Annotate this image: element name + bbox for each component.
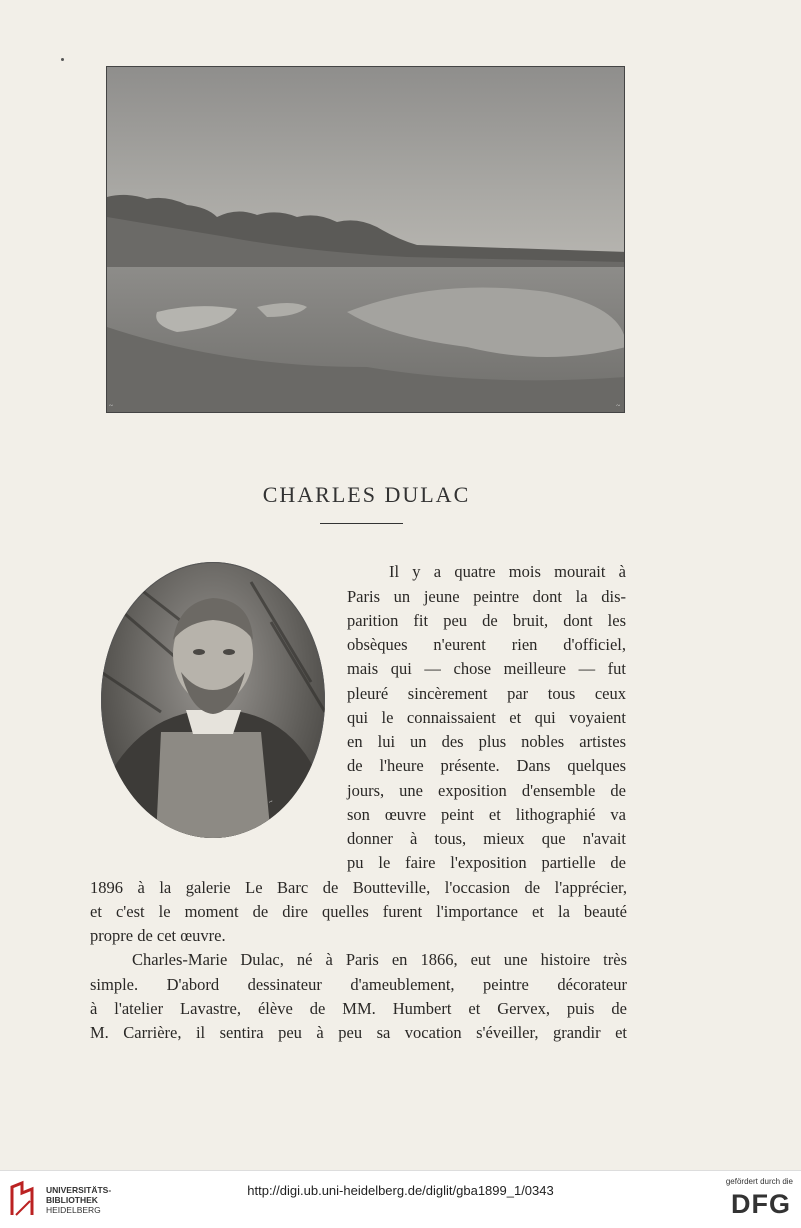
portrait-illustration <box>101 562 325 838</box>
portrait-signature-mark: ~ <box>267 797 275 807</box>
text-line: qui le connaissaient et qui voyaient <box>347 708 626 727</box>
article-title: CHARLES DULAC <box>262 481 471 507</box>
footer-bar <box>0 1170 801 1228</box>
text-line: pleuré sincèrement par tous ceux <box>347 684 626 703</box>
plate-signature-mark: ~ <box>109 402 113 410</box>
plate-signature-mark: ~ <box>616 402 620 410</box>
text-line: jours, une exposition d'ensemble de <box>347 781 626 800</box>
title-rule <box>320 523 403 524</box>
text-line: en lui un des plus nobles artistes <box>347 732 626 751</box>
text-line: mais qui — chose meilleure — fut <box>347 659 626 678</box>
text-line: à l'atelier Lavastre, élève de MM. Humbert et Gervex, puis de <box>90 999 627 1018</box>
library-line: UNIVERSITÄTS- <box>46 1185 112 1195</box>
text-line: M. Carrière, il sentira peu à peu sa vocation s'éveiller, grandir et <box>90 1023 627 1042</box>
text-line: et c'est le moment de dire quelles furent l'importance et la beauté <box>90 902 627 921</box>
permalink-url[interactable]: http://digi.ub.uni-heidelberg.de/diglit/gba1899_1/0343 <box>247 1183 554 1198</box>
library-line: HEIDELBERG <box>46 1205 101 1215</box>
text-line: donner à tous, mieux que n'avait <box>347 829 626 848</box>
library-line: BIBLIOTHEK <box>46 1195 98 1205</box>
text-line: 1896 à la galerie Le Barc de Boutteville, l'occasion de l'apprécier, <box>90 878 627 897</box>
landscape-illustration <box>106 66 625 413</box>
text-line: Il y a quatre mois mourait à <box>389 562 626 581</box>
text-line: Paris un jeune peintre dont la dis- <box>347 587 626 606</box>
text-line: Charles-Marie Dulac, né à Paris en 1866, eut une histoire très <box>132 950 627 969</box>
text-line: de l'heure présente. Dans quelques <box>347 756 626 775</box>
sponsor-caption: gefördert durch die <box>725 1177 793 1186</box>
margin-mark <box>61 58 64 61</box>
dfg-logo: DFG <box>731 1189 791 1219</box>
text-line: son œuvre peint et lithographié va <box>347 805 626 824</box>
text-line: parition fit peu de bruit, dont les <box>347 611 626 630</box>
text-line: simple. D'abord dessinateur d'ameublement, peintre décorateur <box>90 975 627 994</box>
text-line: pu le faire l'exposition partielle de <box>347 853 626 872</box>
text-line: obsèques n'eurent rien d'officiel, <box>347 635 626 654</box>
text-line: propre de cet œuvre. <box>90 926 226 945</box>
